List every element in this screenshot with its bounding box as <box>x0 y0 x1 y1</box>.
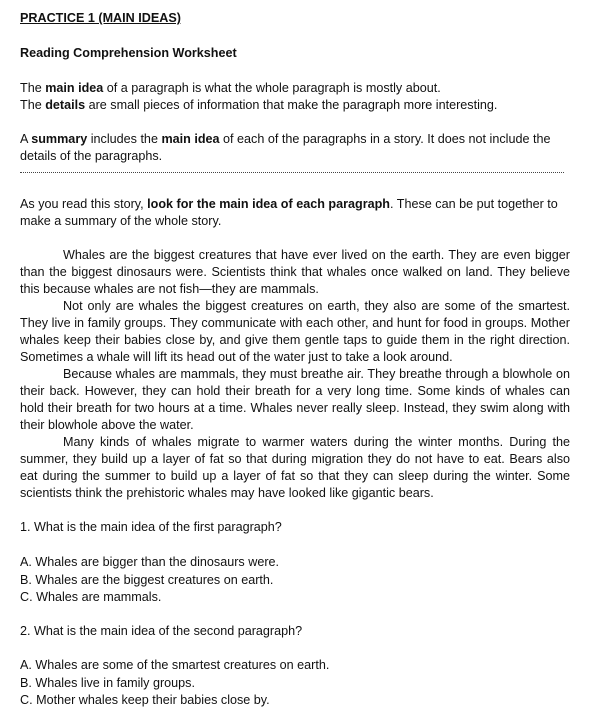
instructions-emphasis: look for the main idea of each paragraph <box>147 197 390 211</box>
main-idea-term: main idea <box>45 81 104 95</box>
instructions-prefix: As you read this story, <box>20 197 148 211</box>
details-term: details <box>45 98 86 112</box>
question-2-prompt: 2. What is the main idea of the second paragraph? <box>20 624 303 638</box>
details-definition <box>20 97 497 114</box>
story-paragraph-1: Whales are the biggest creatures that have ever lived on the earth. They are even bigger than the biggest dinosaurs were. Scientists think that whales once walked on land. They believe this because whales are not fish—they are mammals. <box>20 248 570 296</box>
story-paragraph-3: Because whales are mammals, they must breathe air. They breathe through a blowhole on their back. However, they can hold their breath for a very long time. Some kinds of whales can hold their breath for two hours at a time. Whales never really sleep. Instead, they swim along with their blowhole above the water. <box>20 367 570 432</box>
details-text: are small pieces of information that make the paragraph more interesting. <box>85 98 498 112</box>
story-paragraph-4: Many kinds of whales migrate to warmer waters during the winter months. During the summer, they build up a layer of fat so that during migration they do not have to eat. Bears also eat during the summer to build up a layer of fat so that they can sleep during the winter. Some scientists think the prehistoric whales may have looked like gigantic bears. <box>20 435 570 500</box>
whale-story <box>20 247 570 502</box>
summary-main-idea-term: main idea <box>161 132 220 146</box>
question-1-option-b: B. Whales are the biggest creatures on earth. <box>20 572 274 587</box>
summary-text: of each of the paragraphs in a story. It does not include the details of the paragraphs. <box>20 132 551 163</box>
worksheet-subtitle: Reading Comprehension Worksheet <box>20 46 237 60</box>
reading-instructions <box>20 196 570 230</box>
summary-term: summary <box>31 132 88 146</box>
question-1-prompt: 1. What is the main idea of the first paragraph? <box>20 520 282 534</box>
summary-definition <box>20 131 570 165</box>
question-2-option-a: A. Whales are some of the smartest creatures on earth. <box>20 658 330 672</box>
question-2-option-c: C. Mother whales keep their babies close by. <box>20 693 270 707</box>
main-idea-prefix: The <box>20 81 46 95</box>
instructions-text: . These can be put together to make a summary of the whole story. <box>20 197 558 228</box>
summary-prefix: A <box>20 132 32 146</box>
main-idea-text: of a paragraph is what the whole paragraph is mostly about. <box>103 81 441 95</box>
main-idea-definition <box>20 80 497 97</box>
summary-middle: includes the <box>87 132 162 146</box>
question-1-options <box>20 554 279 607</box>
question-1-option-a: A. Whales are bigger than the dinosaurs were. <box>20 555 280 569</box>
details-prefix: The <box>20 98 46 112</box>
story-paragraph-2: Not only are whales the biggest creatures on earth, they also are some of the smartest. They live in family groups. They communicate with each other, and hunt for food in groups. Mother whales keep their babies close by, and give them gentle taps to guide them in the right direction. Sometimes a whale will lift its head out of the water just to take a look around. <box>20 299 570 364</box>
dotted-divider <box>20 172 564 173</box>
page-title: PRACTICE 1 (MAIN IDEAS) <box>20 11 181 25</box>
question-2-options <box>20 657 329 710</box>
question-1-option-c: C. Whales are mammals. <box>20 590 162 604</box>
definitions-block <box>20 80 497 114</box>
question-2-option-b: B. Whales live in family groups. <box>20 675 195 690</box>
